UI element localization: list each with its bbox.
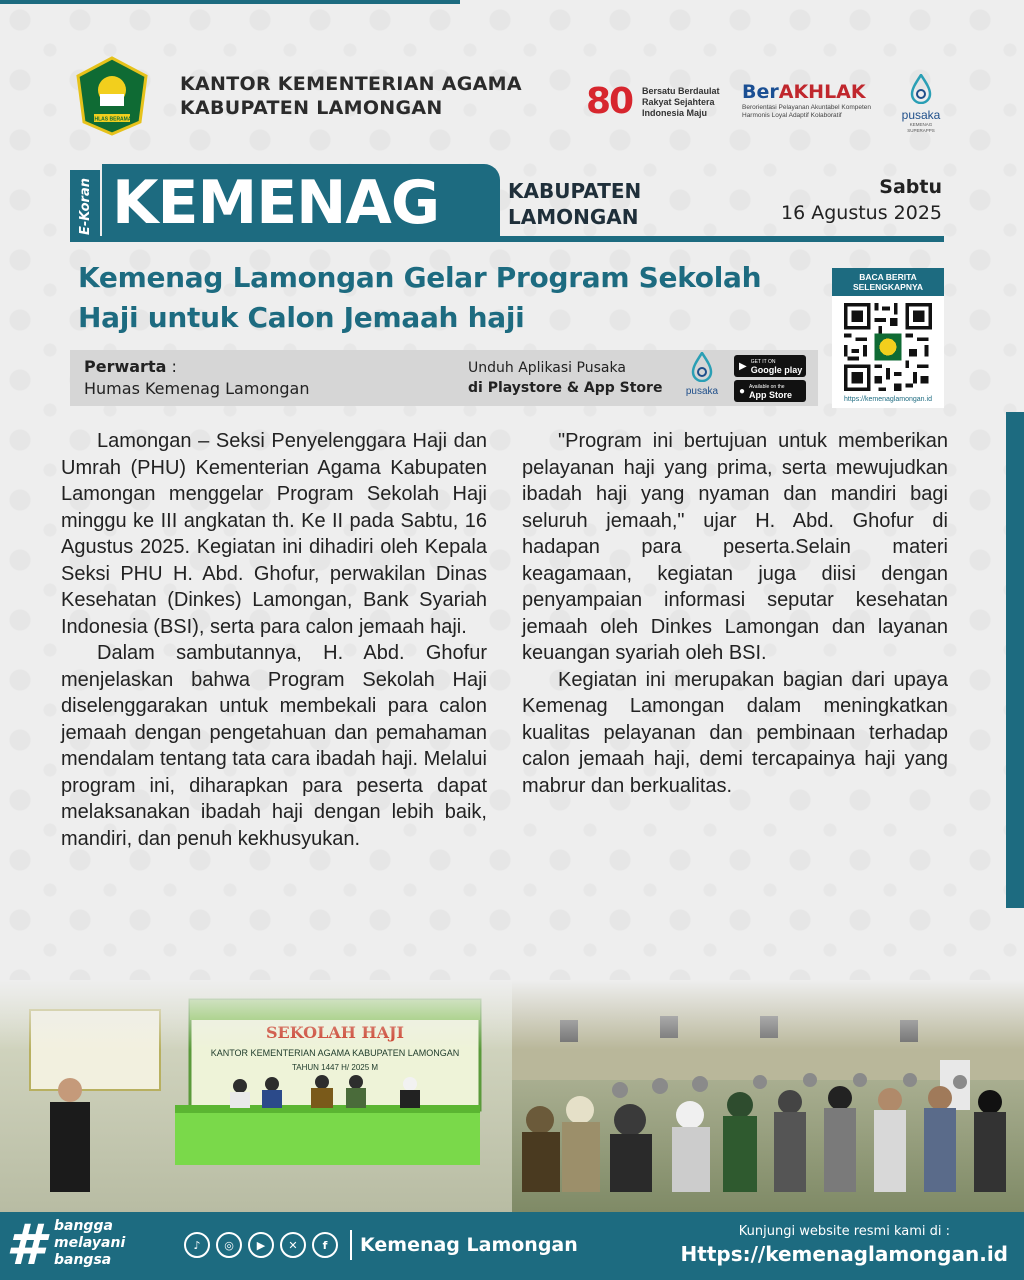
reporter-name: Humas Kemenag Lamongan: [84, 379, 310, 398]
berakhlak-logo: [742, 80, 892, 140]
apple-small: Available on the: [749, 384, 785, 390]
office-line-2: KABUPATEN LAMONGAN: [180, 97, 443, 119]
qr-code-icon[interactable]: [840, 299, 936, 395]
region-line-2: LAMONGAN: [508, 205, 639, 229]
berakhlak-akhlak: AKHLAK: [778, 81, 866, 103]
issue-date: [781, 174, 942, 226]
reporter-label: Perwarta: [84, 357, 167, 376]
paragraph: Kegiatan ini merupakan bagian dari upaya Kemenag Lamongan dalam meningkatkan kualitas pelayanan dan pembinaan terhadap calon jemaah haji, demi tercapainya haji yang mabrur dan berkualitas.: [522, 668, 948, 797]
app-download-text: [468, 358, 662, 398]
reporter: [84, 356, 309, 400]
side-accent-bar: [1006, 412, 1024, 908]
apple-big: App Store: [749, 390, 793, 400]
paragraph: Dalam sambutannya, H. Abd. Ghofur menjelaskan bahwa Program Sekolah Haji diselenggarakan untuk membekali para calon jemaah dengan pengetahuan dan pemahaman mendalam tentang tata cara ibadah haji. Melalui program ini, diharapkan para peserta dapat melaksanakan ibadah haji dengan lebih baik, mandiri, dan penuh kekhusyukan.: [61, 642, 487, 850]
ri80-line-2: Rakyat Sejahtera: [642, 97, 715, 107]
top-accent-line: [0, 0, 460, 4]
visit-label: Kunjungi website resmi kami di :: [738, 1224, 950, 1239]
pusaka-logo: [896, 74, 946, 136]
qr-card[interactable]: [832, 268, 944, 408]
play-icon: ▶: [739, 360, 747, 372]
paragraph: "Program ini bertujuan untuk memberikan pelayanan haji yang prima, serta mewujudkan ibadah haji yang nyaman dan mandiri bagi seluruh jemaah," ujar H. Abd. Ghofur di hadapan para peserta.Selain materi keagamaan, kegiatan juga diisi dengan penyampaian informasi seputar kesehatan jemaah oleh Dinkes Lamongan dan layanan keuangan syariah oleh BSI.: [522, 430, 948, 664]
qr-heading-line-2: SELENGKAPNYA: [852, 282, 924, 292]
ri80-logo: [586, 80, 726, 128]
x-icon[interactable]: ✕: [280, 1232, 306, 1258]
pusaka-drop-icon: [909, 74, 933, 104]
paragraph: Lamongan – Seksi Penyelenggara Haji dan Umrah (PHU) Kementerian Agama Kabupaten Lamongan menggelar Program Sekolah Haji minggu ke III angkatan th. Ke II pada Sabtu, 16 Agustus 2025. Kegiatan ini dihadiri oleh Kepala Seksi PHU H. Abd. Ghofur, perwakilan Dinas Kesehatan (Dinkes) Lamongan, Bank Syariah Indonesia (BSI), serta para calon jemaah haji.: [61, 430, 487, 638]
ekoran-label: E-Koran: [77, 177, 93, 235]
berakhlak-subtitle-1: Berorientasi Pelayanan Akuntabel Kompeten: [742, 104, 872, 111]
pusaka-subtitle: KEMENAG SUPERAPPS: [907, 122, 935, 133]
masthead-region: [508, 178, 641, 230]
headline-line-2: Haji untuk Calon Jemaah haji: [78, 301, 525, 334]
google-big: Google play: [750, 365, 803, 375]
pusaka-drop-icon: [690, 352, 714, 382]
issue-full-date: 16 Agustus 2025: [781, 202, 942, 224]
tagline-1: bangga: [54, 1218, 113, 1234]
apple-icon: ●: [739, 385, 746, 397]
facebook-icon[interactable]: f: [312, 1232, 338, 1258]
qr-url[interactable]: https://kemenaglamongan.id: [844, 396, 932, 403]
tiktok-icon[interactable]: ♪: [184, 1232, 210, 1258]
headline-line-1: Kemenag Lamongan Gelar Program Sekolah: [78, 261, 762, 294]
hashtag-symbol: #: [6, 1213, 45, 1278]
social-icons: [184, 1232, 338, 1258]
ekoran-label-wrap: [70, 170, 100, 242]
masthead-title: KEMENAG: [112, 168, 440, 238]
office-name: [180, 72, 522, 120]
office-line-1: KANTOR KEMENTERIAN AGAMA: [180, 73, 522, 95]
qr-heading-line-1: BACA BERITA: [859, 272, 917, 282]
pusaka-app-logo: [680, 352, 724, 402]
article-headline: [78, 258, 818, 338]
app-line-1: Unduh Aplikasi Pusaka: [468, 360, 626, 376]
logo-motto: IKHLAS BERAMAL: [89, 116, 135, 123]
hashtag-tagline: [54, 1218, 125, 1269]
berakhlak-title: [742, 80, 892, 104]
ri80-line-3: Indonesia Maju: [642, 108, 708, 118]
instagram-icon[interactable]: ◎: [216, 1232, 242, 1258]
app-line-2: di Playstore & App Store: [468, 380, 663, 396]
google-small: GET IT ON: [750, 359, 776, 365]
website-link[interactable]: Https://kemenaglamongan.id: [680, 1242, 1008, 1266]
google-play-button[interactable]: [734, 355, 806, 377]
kemenag-logo: [74, 56, 150, 136]
issue-day: Sabtu: [879, 176, 942, 198]
qr-heading: [832, 268, 944, 296]
app-store-button[interactable]: [734, 380, 806, 402]
social-account-name[interactable]: Kemenag Lamongan: [360, 1234, 578, 1256]
ri80-line-1: Bersatu Berdaulat: [642, 86, 720, 96]
region-line-1: KABUPATEN: [508, 179, 642, 203]
event-photo: [0, 980, 1024, 1212]
reporter-colon: :: [166, 357, 177, 376]
berakhlak-subtitle-2: Harmonis Loyal Adaptif Kolaboratif: [742, 112, 842, 119]
berakhlak-ber: Ber: [742, 81, 779, 103]
ri80-slogan: [642, 86, 732, 119]
pusaka-word: pusaka: [901, 108, 941, 122]
article-column-right: [522, 428, 948, 799]
social-divider: [350, 1230, 352, 1260]
ri80-number: 80: [586, 81, 633, 122]
article-column-left: [61, 428, 487, 852]
pusaka-app-word: pusaka: [685, 386, 719, 397]
tagline-3: bangsa: [54, 1252, 112, 1268]
tagline-2: melayani: [54, 1235, 126, 1251]
youtube-icon[interactable]: ▶: [248, 1232, 274, 1258]
